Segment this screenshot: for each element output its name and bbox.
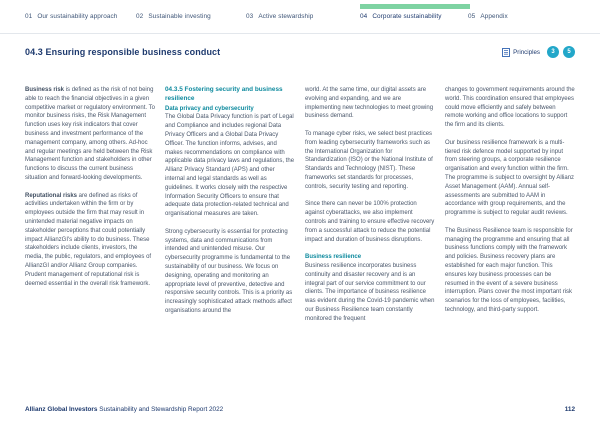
- text-column-4: [445, 86, 575, 324]
- nav-item-corporate-sustainability[interactable]: [360, 13, 442, 20]
- nav-item-number: 02: [136, 13, 144, 20]
- nav-item-sustainable-investing[interactable]: [136, 13, 211, 20]
- principles-document-icon: [502, 48, 510, 57]
- nav-item-label: Corporate sustainability: [372, 13, 442, 20]
- principles-label: [502, 48, 540, 57]
- top-navigation: [0, 0, 600, 33]
- text-column-3: [305, 86, 435, 324]
- section-header: [25, 41, 575, 63]
- nav-divider: [0, 33, 600, 34]
- nav-item-number: 05: [468, 13, 476, 20]
- nav-item-sustainability-approach[interactable]: [25, 13, 117, 20]
- paragraph-data-privacy: The Global Data Privacy function is part of Legal and Compliance and includes regional Data Privacy Officers and a Global Data Privacy Officer. The function informs, advises, and makes recommendations on compliance with applicable data privacy laws and regulations, the Allianz Privacy Standard (APS) and other internal and legal standards as well as guidelines. It works closely with the respective Information Security Officers to ensure that adequate data protection-related technical and organisational measures are taken.: [165, 114, 295, 218]
- principles-group: [502, 46, 575, 58]
- paragraph-text: is defined as the risk of not being able to reach the financial objectives in a given competitive market or regulatory environment. To monitor business risks, the Risk Management function uses key risk indicators that cover business and investment performance of the management company, among others. Ad-hoc and regular meetings are held between the Risk Management function and stakeholders in other functions to discuss the current business situation and forward-looking developments.: [25, 87, 155, 181]
- nav-item-label: Appendix: [480, 13, 508, 20]
- paragraph-business-resilience: Business resilience incorporates business continuity and disaster recovery and is an integral part of our service commitment to our clients. The importance of business resilience was evident during the Covid-19 pandemic when our Business Resilience team constantly monitored the frequent: [305, 262, 435, 322]
- text-column-2: [165, 86, 295, 324]
- paragraph-cyberattack-recovery: Since there can never be 100% protection against cyberattacks, we also implement controls and training to ensure effective recovery from a successful attack to reduce the potential impact and duration of business disruptions.: [305, 201, 435, 243]
- footer-brand: Allianz Global Investors: [25, 406, 98, 413]
- paragraph-government-requirements: changes to government requirements around the world. This coordination ensured that employees could move efficiently and safely between remote working and office locations to support the firm and its clients.: [445, 87, 575, 129]
- paragraph-lead: Business risk: [25, 87, 65, 93]
- nav-item-appendix[interactable]: [468, 13, 508, 20]
- footer-report-title: [25, 406, 223, 413]
- paragraph-business-risk: [25, 86, 155, 183]
- section-subheading-0435: 04.3.5 Fostering security and business resilience: [165, 86, 283, 102]
- active-tab-indicator: [360, 4, 470, 9]
- nav-item-label: Our sustainability approach: [37, 13, 118, 20]
- nav-item-number: 01: [25, 13, 33, 20]
- paragraph-cyber-risks: To manage cyber risks, we select best practices from leading cybersecurity frameworks such as the International Organization for Standardization (ISO) or the National Institute of Standards and Technology (NIST). These frameworks set standards for processes, controls, security testing and reporting.: [305, 130, 433, 190]
- paragraph-cybersecurity: Strong cybersecurity is essential for protecting systems, data and communications from intended and unintended misuse. Our cybersecurity programme is fundamental to the sustainability of our business. We focus on designing, operating and monitoring an appropriate level of preventive, detective and responsive security controls. This is a priority as increasingly sophisticated attack methods affect organisations around the: [165, 228, 293, 314]
- nav-item-active-stewardship[interactable]: [246, 13, 313, 20]
- paragraph-resilience-team: The Business Resilience team is responsible for managing the programme and ensuring that all business functions comply with the framework and policies. Business recovery plans are established for each major function. This ensures key business processes can be resumed in the event of a severe business interruption. Plans cover the most important risk scenarios for the loss of employees, facilities, technology, and third-party support.: [445, 227, 573, 313]
- nav-item-label: Active stewardship: [258, 13, 314, 20]
- nav-item-label: Sustainable investing: [148, 13, 211, 20]
- nav-item-number: 03: [246, 13, 254, 20]
- paragraph-reputational-risks: [25, 192, 155, 289]
- paragraph-digital-assets: world. At the same time, our digital assets are evolving and expanding, and we are implementing new technologies to meet growing business demand.: [305, 87, 434, 120]
- nav-item-number: 04: [360, 13, 368, 20]
- principle-badge-3[interactable]: 3: [547, 46, 559, 58]
- text-column-1: [25, 86, 155, 324]
- subheading-data-privacy: Data privacy and cybersecurity: [165, 105, 254, 112]
- page-footer: [25, 406, 575, 413]
- principles-text: Principles: [513, 48, 540, 56]
- body-columns: [25, 86, 575, 324]
- paragraph-resilience-framework: Our business resilience framework is a multi-tiered risk defence model supported by input from steering groups, a corporate resilience organisation and every function within the firm. The programme is subject to oversight by Allianz Asset Management (AAM). Annual self-assessments are submitted to AAM in accordance with group requirements, and the programme is subject to regular audit reviews.: [445, 139, 575, 217]
- subheading-business-resilience: Business resilience: [305, 254, 362, 261]
- paragraph-lead: Reputational risks: [25, 192, 78, 199]
- page-number: 112: [564, 406, 575, 413]
- footer-report-name: Sustainability and Stewardship Report 2022: [97, 406, 224, 413]
- principle-badge-5[interactable]: 5: [563, 46, 575, 58]
- page-title: 04.3 Ensuring responsible business conduct: [25, 47, 221, 57]
- paragraph-text: are defined as risks of activities undertaken within the firm or by employees outside the firm that may result in unintended material negative impacts on stakeholder perceptions that could potentially impact AllianzGI's ability to do business. These stakeholders include clients, investors, the media, the public, regulators, and employees of AllianzGI and/or Allianz Group companies. Prudent management of reputational risk is deemed essential in the overall risk framework.: [25, 192, 152, 287]
